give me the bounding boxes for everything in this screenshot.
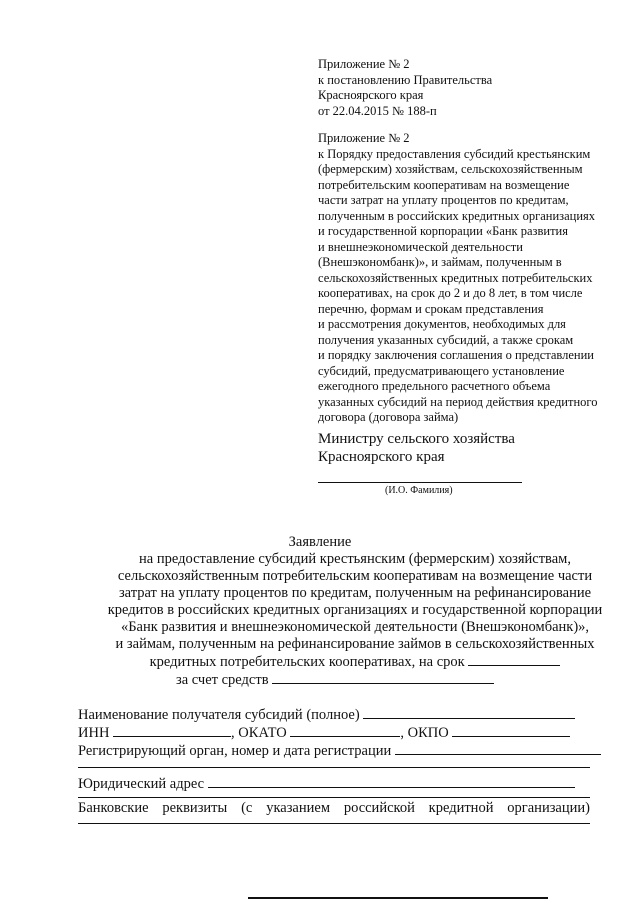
procedure-line: полученным в российских кредитных организациях (318, 208, 596, 223)
procedure-line: сельскохозяйственных кредитных потребительских (318, 270, 593, 285)
statement-line: «Банк развития и внешнеэкономической деятельности (Внешэкономбанк)», (120, 619, 590, 635)
procedure-line: указанных субсидий на период действия кредитного (318, 394, 598, 409)
inn-field[interactable] (113, 724, 231, 737)
procedure-line: (фермерским) хозяйствам, сельскохозяйственным (318, 162, 583, 176)
appendix-procedure-header (318, 131, 597, 426)
signature-caption: (И.О. Фамилия) (385, 485, 453, 496)
legal-address-row (78, 775, 575, 793)
registrar-row (78, 742, 601, 760)
statement-line: кредитов в российских кредитных организациях и государственной корпорации (107, 602, 603, 618)
statement-term-row (90, 653, 620, 671)
bank-word: организации) (507, 800, 590, 816)
statement-line: затрат на уплату процентов по кредитам, полученным на рефинансирование (118, 585, 592, 601)
bank-word: кредитной (428, 800, 494, 816)
addressee-name-line[interactable] (318, 482, 522, 483)
recipient-name-label: Наименование получателя субсидий (полное) (78, 707, 360, 723)
procedure-line: и рассмотрения документов, необходимых для (318, 317, 566, 331)
procedure-line: получения указанных субсидий, а также срокам (318, 332, 574, 347)
procedure-line: субсидий, предусматривающего установление (318, 363, 565, 378)
legal-address-label: Юридический адрес (78, 776, 205, 792)
statement-subject (90, 551, 620, 671)
addressee-block (318, 430, 515, 466)
addressee-region: Красноярского края (318, 449, 445, 465)
appendix-region: Красноярского края (318, 88, 424, 102)
procedure-line: перечню, формам и срокам представления (318, 301, 544, 316)
okpo-field[interactable] (452, 724, 570, 737)
bank-word: (с (241, 800, 253, 816)
appendix-resolution-ref: к постановлению Правительства (318, 72, 493, 87)
appendix-header (318, 57, 492, 119)
statement-line: и займам, полученным на рефинансирование займов в сельскохозяйственных (115, 636, 595, 652)
procedure-line: и государственной корпорации «Банк развития (318, 224, 568, 238)
legal-address-field-continuation[interactable] (78, 797, 590, 798)
okato-field[interactable] (290, 724, 400, 737)
funds-row (176, 671, 494, 689)
procedure-line: потребительским кооперативам на возмещение (318, 177, 570, 192)
statement-title: Заявление (288, 534, 352, 550)
registrar-field-continuation[interactable] (78, 767, 590, 768)
bank-details-field[interactable] (78, 823, 590, 824)
recipient-name-row (78, 706, 575, 724)
inn-label: ИНН (78, 725, 110, 741)
term-field[interactable] (468, 653, 560, 666)
procedure-line: и порядку заключения соглашения о представлении (318, 348, 594, 362)
procedure-line: и внешнеэкономической деятельности (318, 239, 523, 254)
registrar-field[interactable] (395, 742, 601, 755)
statement-line: сельскохозяйственным потребительским кооперативам на возмещение части (117, 568, 593, 584)
addressee-position: Министру сельского хозяйства (318, 431, 515, 447)
bank-word: российской (343, 800, 415, 816)
legal-address-field[interactable] (208, 775, 575, 788)
procedure-line: кооперативах, на срок до 2 и до 8 лет, в том числе (318, 286, 583, 300)
bank-details-label (78, 800, 590, 817)
scan-edge-line (248, 897, 548, 899)
procedure-line: к Порядку предоставления субсидий крестьянским (318, 146, 591, 161)
procedure-line: Приложение № 2 (318, 131, 410, 145)
funds-field[interactable] (272, 671, 494, 684)
appendix-number: Приложение № 2 (318, 57, 410, 71)
okato-label: , ОКАТО (231, 725, 287, 741)
recipient-name-field[interactable] (363, 706, 575, 719)
procedure-line: (Внешэкономбанк)», и займам, полученным в (318, 255, 562, 269)
bank-word: указанием (266, 800, 330, 816)
bank-word: Банковские (78, 800, 149, 816)
okpo-label: , ОКПО (400, 725, 449, 741)
statement-line: на предоставление субсидий крестьянским (фермерским) хозяйствам, (139, 551, 571, 567)
procedure-line: ежегодного предельного расчетного объема (318, 379, 551, 393)
procedure-line: части затрат на уплату процентов по кредитам, (318, 193, 569, 207)
statement-term-label: кредитных потребительских кооперативах, на срок (149, 654, 465, 670)
procedure-line: договора (договора займа) (318, 410, 459, 424)
registrar-label: Регистрирующий орган, номер и дата регистрации (78, 743, 392, 759)
appendix-date: от 22.04.2015 № 188-п (318, 103, 437, 118)
ids-row (78, 724, 570, 742)
bank-word: реквизиты (162, 800, 228, 816)
funds-label: за счет средств (176, 672, 269, 688)
